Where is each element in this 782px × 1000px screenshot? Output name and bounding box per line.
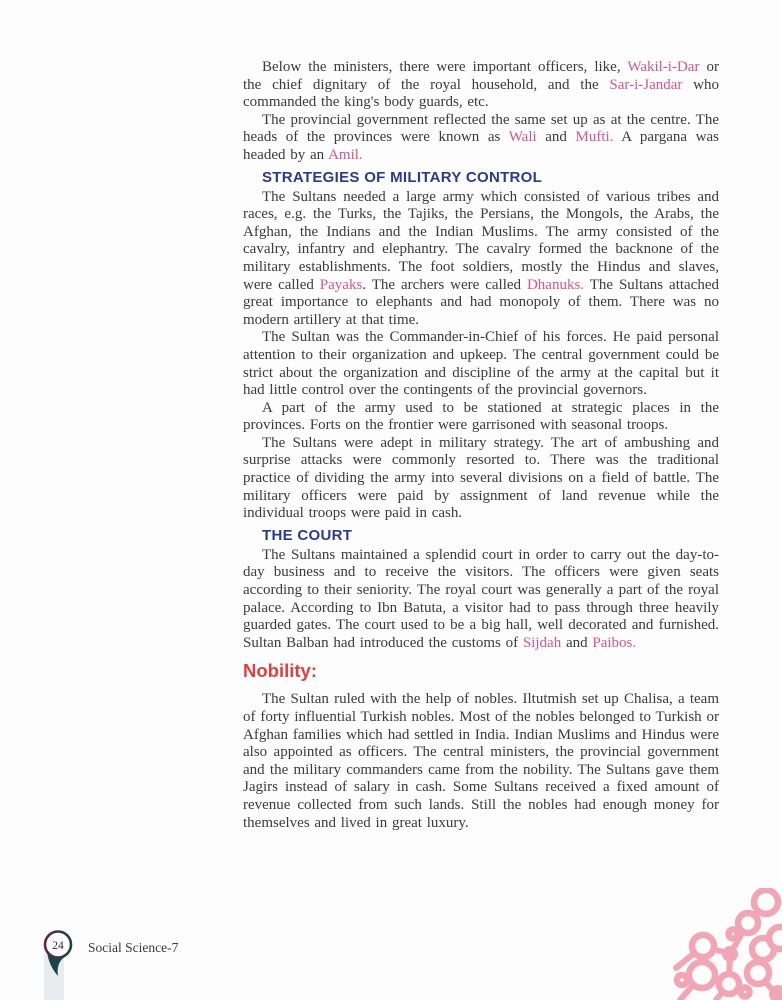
text-run: The Sultans attached great importance to elephants and had monopoly of them. There was no modern artillery at that time. <box>243 276 719 328</box>
para-military-strategy <box>243 435 719 523</box>
text-run: The provincial government reflected the same set up as at the centre. The heads of the provinces were known as <box>243 111 719 146</box>
page-number: 24 <box>52 940 64 952</box>
heading-nobility: Nobility: <box>243 660 317 682</box>
glossary-term: Amil. <box>328 146 363 163</box>
para-provincial-government <box>243 112 719 165</box>
glossary-term: Dhanuks. <box>526 276 585 293</box>
para-army-composition <box>243 189 719 330</box>
text-run: The Sultans needed a large army which consisted of various tribes and races, e.g. the Turks, the Tajiks, the Persians, the Mongols, the Arabs, the Afghan, the Indians and the Indian Muslims. The army consisted of the cavalry, infantry and elephantry. The cavalry formed the backnone of the military establishments. The foot soldiers, mostly the Hindus and slaves, were called <box>243 188 719 293</box>
text-run: . The archers were called <box>362 276 527 293</box>
text-run: or the chief dignitary of the royal household, and the <box>243 59 720 93</box>
glossary-term: Payaks <box>319 276 363 293</box>
text-run: The Sultans maintained a splendid court in order to carry out the day-to-day business and to receive the visitors. The officers were given seats according to their seniority. The royal court was generally a part of the royal palace. According to Ibn Batuta, a visitor had to pass through three heavily guarded gates. The court used to be a big hall, well decorated and furnished. Sultan Balban had introduced the customs of <box>243 546 719 651</box>
bubble-decoration <box>640 888 782 1000</box>
glossary-term: Wakil-i-Dar <box>627 59 700 75</box>
text-run: The Sultan was the Commander-in-Chief of his forces. He paid personal attention to their organization and upkeep. The central government could be strict about the organization and discipline of the army at the capital but it had little control over the contingents of the provincial governors. <box>243 329 719 399</box>
glossary-term: Wali <box>508 129 537 146</box>
text-run: who commanded the king's body guards, etc. <box>243 76 719 111</box>
para-officers <box>243 59 719 112</box>
heading-the-court: THE COURT <box>262 526 353 544</box>
text-run: The Sultan ruled with the help of nobles. Iltutmish set up Chalisa, a team of forty influential Turkish nobles. Most of the nobles belonged to Turkish or Afghan families which had settled in India. Indian Muslims and Hindus were also appointed as officers. The central ministers, the provincial government and the military commanders came from the nobility. The Sultans gave them Jagirs instead of salary in cash. Some Sultans received a fixed amount of revenue collected from such lands. Still the nobles had enough money for themselves and lived in great luxury. <box>243 691 719 831</box>
glossary-term: Sijdah <box>522 634 562 651</box>
bubble-rings <box>677 890 782 997</box>
page-number-badge <box>40 928 76 980</box>
text-run: and <box>561 634 593 651</box>
text-run: Below the ministers, there were important officers, like, <box>262 59 628 75</box>
glossary-term: Sar-i-Jandar <box>609 76 683 93</box>
glossary-term: Paibos. <box>592 634 637 651</box>
para-nobility <box>243 691 719 832</box>
book-title: Social Science-7 <box>88 940 179 955</box>
glossary-term: Mufti. <box>575 129 614 146</box>
text-run: A pargana was headed by an <box>243 129 719 163</box>
text-run: and <box>536 129 576 146</box>
heading-strategies-of-military-control: STRATEGIES OF MILITARY CONTROL <box>262 168 543 186</box>
page-body <box>243 59 719 832</box>
para-commander-in-chief <box>243 329 719 399</box>
text-run: A part of the army used to be stationed at strategic places in the provinces. Forts on the frontier were garrisoned with seasonal troops. <box>243 399 719 434</box>
text-run: The Sultans were adept in military strategy. The art of ambushing and surprise attacks were commonly resorted to. There was the traditional practice of dividing the army into several divisions on a field of battle. The military officers were paid by assignment of land revenue while the individual troops were paid in cash. <box>243 434 719 522</box>
para-army-stationing <box>243 400 719 435</box>
para-court <box>243 547 719 653</box>
